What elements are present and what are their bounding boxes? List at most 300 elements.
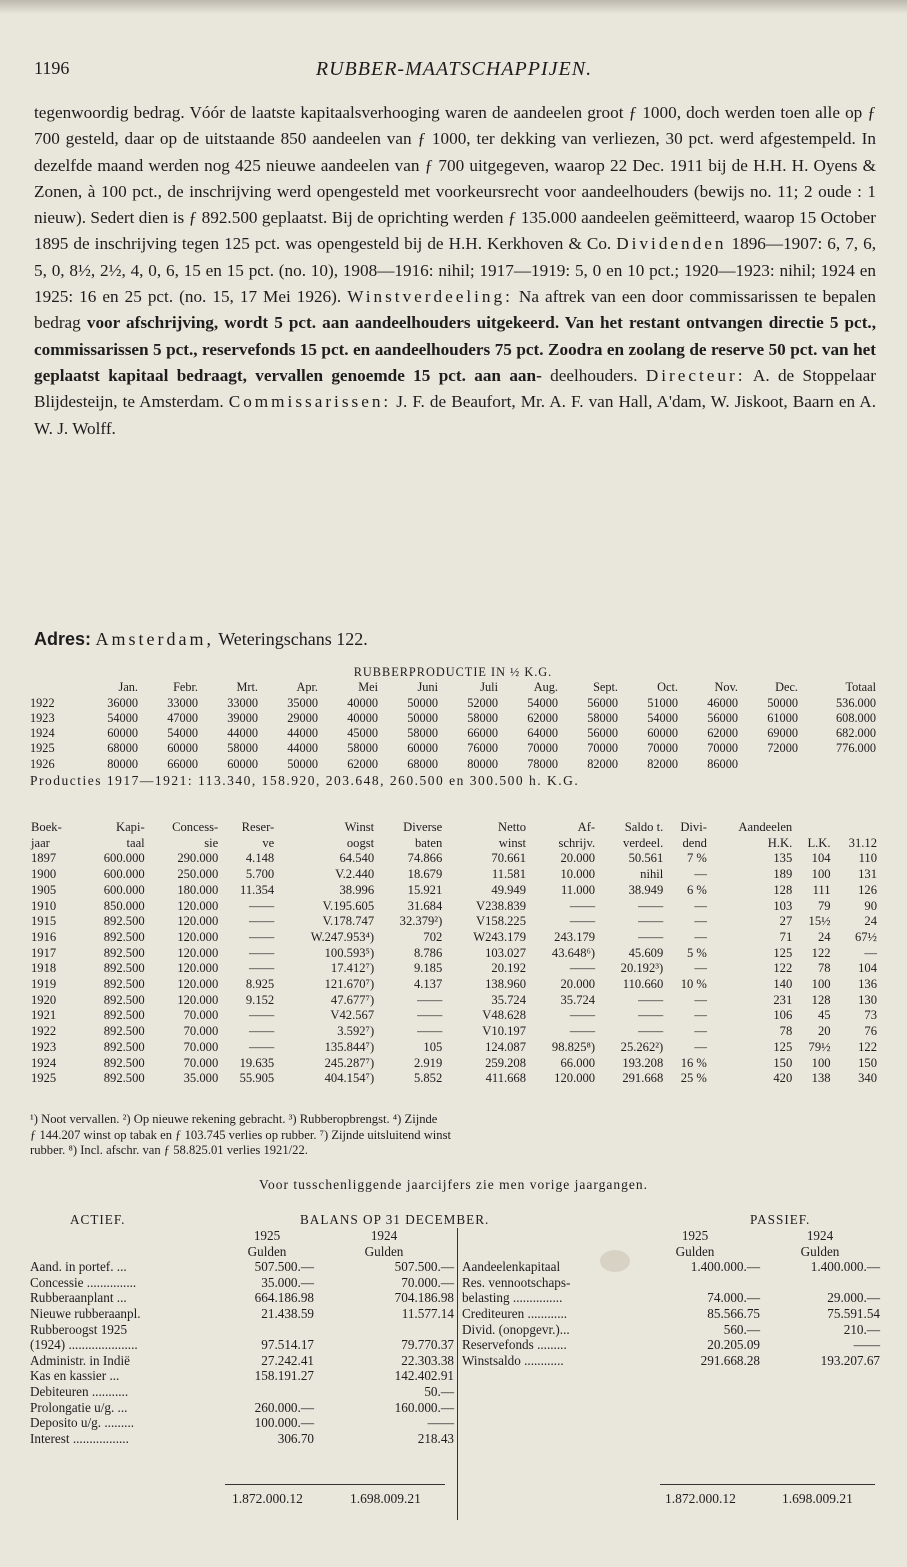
financial-cell: 600.000 (103, 882, 145, 897)
balance-caption-row (30, 1212, 880, 1228)
financial-cell: 1897 (31, 851, 57, 866)
production-cell: 68000 (407, 756, 438, 771)
financial-cell: V238.839 (476, 898, 527, 913)
asset-row-cell: Rubberoogst 1925 (30, 1321, 128, 1337)
financial-cell: 98.825⁸) (551, 1039, 596, 1054)
production-cell: 35000 (287, 695, 318, 710)
liabilities-year: 1924 (806, 1228, 834, 1243)
financial-cell: 1922 (31, 1024, 57, 1039)
financial-cell: 4.148 (245, 851, 275, 866)
liability-row-cell: 210.— (843, 1321, 880, 1337)
production-table-block (30, 665, 876, 788)
financial-header-row-1 (30, 820, 878, 836)
financial-cell: 135 (773, 851, 793, 866)
directeur-text: A. de Stoppelaar Blijdesteijn, te Amsterdam. (34, 365, 877, 412)
financial-cell: 25 % (680, 1071, 707, 1086)
financial-row (30, 867, 878, 883)
production-column-header: Nov. (714, 680, 738, 695)
financial-cell: 11.581 (491, 867, 527, 882)
financial-cell: 10.000 (560, 867, 596, 882)
financial-cell: 38.996 (339, 882, 375, 897)
asset-row-cell: 704.186.98 (394, 1290, 454, 1306)
financial-cell: 150 (773, 1055, 793, 1070)
production-cell: 76000 (467, 741, 498, 756)
production-cell: 50000 (407, 710, 438, 725)
see-previous-note: Voor tusschenliggende jaarcijfers zie men vorige jaargangen. (258, 1177, 648, 1192)
asset-row-cell (220, 1384, 314, 1400)
asset-row (30, 1306, 454, 1322)
financial-cell: 35.724 (491, 992, 527, 1007)
production-cell: 46000 (707, 695, 738, 710)
financial-cell: —— (638, 1024, 664, 1039)
financial-cell: 892.500 (103, 1024, 145, 1039)
financial-cell: 128 (811, 992, 831, 1007)
asset-row-cell: 260.000.— (254, 1399, 314, 1415)
financial-cell: 1925 (31, 1071, 57, 1086)
liability-row-cell: Res. vennootschaps- (462, 1274, 571, 1290)
commissarissen-label: Commissarissen: (228, 392, 392, 412)
financial-cell: 130 (858, 992, 877, 1007)
asset-row-cell: (1924) ..................... (30, 1337, 138, 1353)
asset-row-cell: Rubberaanplant ... (30, 1290, 127, 1306)
financial-cell: —— (638, 914, 664, 929)
financial-column-header: dend (682, 835, 707, 850)
financial-cell: — (694, 898, 707, 913)
financial-cell: 104 (811, 851, 831, 866)
financial-cell: 702 (423, 929, 443, 944)
financial-cell: 38.949 (628, 882, 664, 897)
financial-cell: 138 (811, 1071, 831, 1086)
assets-unit-row (30, 1244, 454, 1260)
page-header (34, 58, 874, 84)
production-cell: 58000 (347, 741, 378, 756)
financial-cell: 67½ (854, 929, 877, 944)
financial-cell: 100 (811, 867, 831, 882)
production-cell: 64000 (527, 726, 558, 741)
financial-cell: —— (569, 914, 596, 929)
financial-cell: 35.724 (560, 992, 596, 1007)
asset-row-cell: Nieuwe rubberaanpl. (30, 1305, 141, 1321)
production-cell: 70000 (587, 741, 618, 756)
financial-row (30, 946, 878, 962)
production-table (30, 680, 876, 772)
asset-row-cell: —— (427, 1415, 454, 1431)
directeur-label: Directeur: (645, 365, 746, 385)
financial-cell: 18.679 (407, 867, 443, 882)
financial-cell: 122 (811, 945, 831, 960)
production-column-header: Febr. (173, 680, 198, 695)
liabilities-year-row (462, 1228, 880, 1244)
winstverdeeling-label: Winstverdeeling: (347, 287, 513, 307)
assets-year: 1924 (370, 1228, 398, 1243)
production-cell: 776.000 (836, 741, 876, 756)
production-cell: 45000 (347, 726, 378, 741)
footnote-line: ¹) Noot vervallen. ²) Op nieuwe rekening gebracht. ³) Rubberopbrengst. ⁴) Zijnde (30, 1112, 438, 1126)
liability-row-cell: Winstsaldo ............ (462, 1352, 564, 1368)
liabilities-year: 1925 (681, 1228, 709, 1243)
financial-cell: 11.000 (560, 882, 596, 897)
financial-cell: 120.000 (177, 898, 219, 913)
financial-cell: 122 (773, 961, 793, 976)
profit-distribution-text: voor afschrijving, wordt 5 pct. aan aandeelhouders uitgekeerd. Van het restant ontvangen directie 5 pct., commissarissen 5 pct., reservefonds 15 pct. en aandeelhouders 75 pct. Zoodra en zoolang de reserve 50 pct. van het geplaatst kapitaal bedraagt, vervallen genoemde 15 pct. aan aan- (34, 313, 877, 385)
production-cell: 608.000 (836, 710, 876, 725)
financial-cell: 17.412⁷) (330, 961, 375, 976)
asset-row-cell: 21.438.59 (261, 1305, 314, 1321)
financial-cell: 404.154⁷) (324, 1071, 375, 1086)
financial-cell: 71 (779, 929, 793, 944)
financial-header-row-2 (30, 836, 878, 852)
balance-liabilities (462, 1228, 880, 1368)
address-city: Amsterdam, (95, 629, 214, 649)
financial-row (30, 1071, 878, 1087)
financial-cell: nihil (640, 867, 664, 882)
financial-column-header: Diverse (403, 820, 443, 834)
actief-label: ACTIEF. (70, 1212, 126, 1227)
financial-column-header: schrijv. (558, 835, 596, 850)
production-column-header: Jan. (118, 680, 138, 695)
production-cell: 60000 (167, 741, 198, 756)
liability-row (462, 1337, 880, 1353)
production-header-row (30, 680, 876, 695)
column-divider (457, 1228, 458, 1520)
financial-column-header (832, 820, 878, 836)
financial-cell: 106 (773, 1008, 793, 1023)
financial-cell: 124.087 (485, 1039, 527, 1054)
liability-row-cell (760, 1275, 880, 1291)
financial-cell: 1918 (31, 961, 57, 976)
financial-cell: 120.000 (554, 1071, 596, 1086)
assets-year: 1925 (253, 1228, 281, 1243)
financial-cell: 250.000 (177, 867, 219, 882)
financial-cell: 70.000 (183, 1055, 219, 1070)
assets-total-1924: 1.698.009.21 (350, 1491, 421, 1506)
liabilities-unit: Gulden (800, 1243, 840, 1259)
financial-column-header: jaar (31, 835, 50, 850)
financial-row (30, 1040, 878, 1056)
financial-cell: 120.000 (177, 977, 219, 992)
production-cell (738, 757, 798, 772)
production-cell: 58000 (587, 710, 618, 725)
production-cell: 47000 (167, 710, 198, 725)
financial-cell: 1923 (31, 1039, 57, 1054)
asset-row (30, 1431, 454, 1447)
production-cell: 70000 (707, 741, 738, 756)
asset-row-cell: 70.000.— (401, 1274, 454, 1290)
liability-row-cell: 29.000.— (827, 1290, 880, 1306)
financial-cell: 16 % (680, 1055, 707, 1070)
asset-row-cell: 35.000.— (261, 1274, 314, 1290)
financial-cell: —— (417, 992, 443, 1007)
assets-unit: Gulden (247, 1243, 287, 1259)
financial-cell: 64.540 (339, 851, 375, 866)
financial-column-header (793, 820, 831, 836)
liability-row (462, 1275, 880, 1291)
financial-cell: 1900 (31, 867, 57, 882)
financial-cell: —— (249, 914, 275, 929)
financial-cell: 111 (812, 882, 831, 897)
financial-row (30, 961, 878, 977)
financial-cell: 105 (423, 1039, 443, 1054)
financial-cell: — (694, 961, 707, 976)
financial-cell: 290.000 (177, 851, 219, 866)
liability-row-cell: —— (853, 1337, 880, 1353)
production-cell: 44000 (287, 726, 318, 741)
financial-cell: 20.192³) (620, 961, 664, 976)
financial-cell: 70.000 (183, 1039, 219, 1054)
financial-cell: 9.152 (245, 992, 275, 1007)
liability-row-cell: 1.400.000.— (690, 1259, 760, 1275)
financial-column-header: winst (498, 835, 527, 850)
production-column-header: Apr. (296, 680, 318, 695)
financial-cell: 259.208 (485, 1055, 527, 1070)
financial-cell: —— (638, 992, 664, 1007)
asset-row-cell (314, 1322, 454, 1338)
asset-row (30, 1275, 454, 1291)
production-cell: 56000 (587, 695, 618, 710)
production-cell: 1922 (30, 695, 55, 710)
production-cell: 40000 (347, 695, 378, 710)
production-cell: 54000 (647, 710, 678, 725)
financial-cell: 892.500 (103, 929, 145, 944)
financial-cell: 2.919 (413, 1055, 443, 1070)
financial-cell: 110.660 (622, 977, 664, 992)
financial-cell: 231 (773, 992, 793, 1007)
financial-cell: 45 (817, 1008, 831, 1023)
financial-cell: — (694, 992, 707, 1007)
financial-cell: 5.700 (245, 867, 275, 882)
financial-cell: 20 (817, 1024, 831, 1039)
production-cell: 58000 (407, 726, 438, 741)
liabilities-total-1925: 1.872.000.12 (665, 1491, 736, 1506)
financial-cell: 24 (864, 914, 877, 929)
financial-cell: 291.668 (622, 1071, 664, 1086)
financial-cell: 70.000 (183, 1024, 219, 1039)
production-cell: 60000 (647, 726, 678, 741)
asset-row-cell: 27.242.41 (261, 1352, 314, 1368)
production-cell: 62000 (347, 756, 378, 771)
asset-row-cell: 11.577.14 (401, 1305, 454, 1321)
financial-row (30, 914, 878, 930)
liability-row (462, 1290, 880, 1306)
asset-row-cell: 306.70 (277, 1430, 314, 1446)
address-line (34, 629, 368, 650)
liability-row-cell: 20.205.09 (707, 1337, 760, 1353)
asset-row-cell: Prolongatie u/g. ... (30, 1399, 128, 1415)
financial-cell: — (694, 929, 707, 944)
production-cell: 68000 (107, 741, 138, 756)
financial-cell: 5 % (686, 945, 707, 960)
production-cell: 80000 (467, 756, 498, 771)
production-cell: 58000 (467, 710, 498, 725)
financial-cell: W.247.953⁴) (310, 929, 375, 944)
financial-row (30, 1024, 878, 1040)
financial-cell: 136 (858, 977, 877, 992)
liability-row-cell: 85.566.75 (707, 1305, 760, 1321)
production-cell: 52000 (467, 695, 498, 710)
financial-cell: 892.500 (103, 992, 145, 1007)
financial-cell: — (694, 867, 707, 882)
production-cell: 56000 (707, 710, 738, 725)
winstverdeeling-text: Na aftrek van een door commissarissen te bepalen bedrag (34, 287, 877, 333)
financial-table (30, 820, 878, 1087)
production-cell: 60000 (227, 756, 258, 771)
production-cell: 50000 (287, 756, 318, 771)
production-column-header: Mrt. (236, 680, 258, 695)
production-cell: 44000 (227, 726, 258, 741)
financial-cell: 103.027 (485, 945, 527, 960)
asset-row-cell: Aand. in portef. ... (30, 1259, 127, 1275)
balance-title: BALANS OP 31 DECEMBER. (300, 1212, 490, 1227)
financial-cell: 126 (858, 882, 877, 897)
production-row (30, 741, 876, 756)
liability-row-cell: 193.207.67 (820, 1352, 880, 1368)
financial-column-header: verdeel. (623, 835, 664, 850)
financial-cell: — (694, 1008, 707, 1023)
production-cell: 1926 (30, 756, 55, 771)
address-street: Weteringschans 122. (218, 629, 368, 649)
financial-cell: 120.000 (177, 945, 219, 960)
financial-cell: 8.925 (245, 977, 275, 992)
balance-assets (30, 1228, 454, 1446)
address-label: Adres: (34, 629, 92, 649)
asset-row (30, 1322, 454, 1338)
dividenden-text: 1896—1907: 6, 7, 6, 5, 0, 8½, 2½, 4, 0, 6, 15 en 15 pct. (no. 10), 1908—1916: nihil; 1917—1919: 5, 0 en 10 pct.; 1920—1923: nihil; 1924 en 1925: 16 en 25 pct. (no. 15, 17 Mei 1926). (34, 234, 877, 307)
financial-cell: 31.684 (407, 898, 443, 913)
financial-cell: —— (417, 1024, 443, 1039)
liability-row (462, 1306, 880, 1322)
asset-row-cell: Administr. in Indië (30, 1352, 131, 1368)
production-cell: 36000 (107, 695, 138, 710)
asset-row (30, 1337, 454, 1353)
financial-column-header: Divi- (680, 820, 707, 834)
footnote-line: rubber. ⁸) Incl. afschr. van ƒ 58.825.01 verlies 1921/22. (30, 1143, 308, 1158)
production-cell: 33000 (167, 695, 198, 710)
financial-cell: 73 (864, 1008, 877, 1023)
financial-column-header: 31.12 (848, 835, 877, 850)
production-cell: 58000 (227, 741, 258, 756)
financial-cell: 140 (773, 977, 793, 992)
financial-column-header: Reser- (241, 820, 275, 834)
financial-cell: 8.786 (413, 945, 443, 960)
financial-cell: 90 (864, 898, 877, 913)
asset-row-cell: 507.500.— (254, 1259, 314, 1275)
financial-cell: 25.262²) (620, 1039, 664, 1054)
financial-cell: 49.949 (491, 882, 527, 897)
asset-row-cell: 218.43 (417, 1430, 454, 1446)
asset-row-cell: 22.303.38 (401, 1352, 454, 1368)
financial-table-block (30, 820, 878, 1087)
production-cell: 80000 (107, 756, 138, 771)
financial-cell: 892.500 (103, 1008, 145, 1023)
financial-column-header: Af- (577, 820, 596, 834)
financial-cell: 104 (858, 961, 877, 976)
asset-row-cell: Kas en kassier ... (30, 1368, 120, 1384)
financial-cell: 420 (773, 1071, 793, 1086)
financial-cell: 5.852 (413, 1071, 443, 1086)
financial-cell: 20.000 (560, 977, 596, 992)
production-cell: 1923 (30, 710, 55, 725)
financial-column-header: Boek- (31, 820, 62, 834)
financial-row (30, 930, 878, 946)
financial-cell: 120.000 (177, 914, 219, 929)
financial-cell: —— (249, 1008, 275, 1023)
production-column-header: Oct. (657, 680, 678, 695)
asset-row (30, 1415, 454, 1431)
financial-row (30, 1008, 878, 1024)
financial-cell: 9.185 (413, 961, 443, 976)
asset-row-cell: 142.402.91 (394, 1368, 454, 1384)
financial-cell: — (694, 1024, 707, 1039)
financial-row (30, 977, 878, 993)
financial-cell: 15.921 (407, 882, 443, 897)
footnote-line: ƒ 144.207 winst op tabak en ƒ 103.745 verlies op rubber. ⁷) Zijnde uitsluitend winst (30, 1127, 451, 1142)
financial-cell: 892.500 (103, 1071, 145, 1086)
production-cell: 54000 (107, 710, 138, 725)
financial-row (30, 1056, 878, 1072)
financial-cell: 79½ (808, 1039, 831, 1054)
financial-column-header: Aandeelen (738, 820, 793, 834)
production-row (30, 757, 876, 772)
financial-cell: 850.000 (103, 898, 145, 913)
production-cell: 82000 (587, 756, 618, 771)
financial-cell: 1915 (31, 914, 57, 929)
financial-cell: 19.635 (239, 1055, 275, 1070)
financial-cell: 892.500 (103, 1039, 145, 1054)
financial-cell: 50.561 (628, 851, 664, 866)
production-cell: 50000 (767, 695, 798, 710)
liability-row-cell: belasting ............... (462, 1290, 563, 1306)
running-title: RUBBER-MAATSCHAPPIJEN. (315, 58, 593, 80)
company-description (34, 100, 876, 442)
financial-cell: V.195.605 (322, 898, 375, 913)
financial-cell: 110 (858, 851, 877, 866)
asset-row-cell: 507.500.— (394, 1259, 454, 1275)
liability-row-cell: 1.400.000.— (810, 1259, 880, 1275)
financial-column-header: sie (204, 835, 219, 850)
financial-column-header: Netto (498, 820, 527, 834)
asset-row (30, 1290, 454, 1306)
financial-cell: —— (569, 1008, 596, 1023)
production-cell: 536.000 (836, 695, 876, 710)
financial-cell: 78 (779, 1024, 793, 1039)
financial-cell: 193.208 (622, 1055, 664, 1070)
production-cell: 60000 (407, 741, 438, 756)
financial-cell: 892.500 (103, 977, 145, 992)
financial-cell: 78 (817, 961, 831, 976)
financial-cell: 7 % (686, 851, 707, 866)
liabilities-unit: Gulden (675, 1243, 715, 1259)
financial-cell: 66.000 (560, 1055, 596, 1070)
production-cell: 44000 (287, 741, 318, 756)
financial-cell: 1910 (31, 898, 57, 913)
financial-row (30, 851, 878, 867)
passief-label: PASSIEF. (750, 1212, 811, 1227)
asset-row-cell: Debiteuren ........... (30, 1383, 129, 1399)
production-column-header: Mei (358, 680, 378, 695)
financial-cell: —— (569, 961, 596, 976)
financial-cell: 70.000 (183, 1008, 219, 1023)
asset-row (30, 1400, 454, 1416)
production-cell: 51000 (647, 695, 678, 710)
financial-cell: 131 (858, 867, 877, 882)
financial-cell: 1916 (31, 929, 57, 944)
production-cell: 69000 (767, 726, 798, 741)
financial-cell: —— (417, 1008, 443, 1023)
production-cell: 66000 (167, 756, 198, 771)
liability-row-cell: Reservefonds ......... (462, 1337, 567, 1353)
production-cell: 72000 (767, 741, 798, 756)
financial-cell: 70.661 (491, 851, 527, 866)
